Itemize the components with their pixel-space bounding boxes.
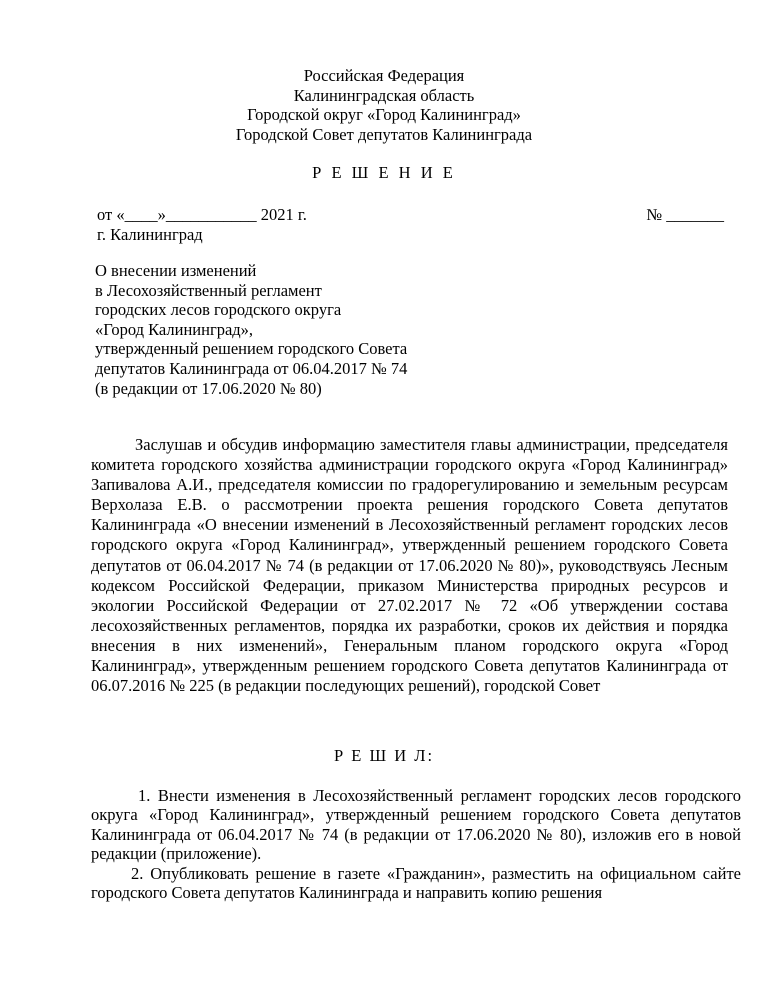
subject-line: городских лесов городского округа (95, 300, 342, 320)
header-country: Российская Федерация (303, 66, 465, 85)
header-region: Калининградская область (293, 85, 475, 105)
decision-date: от «____»___________ 2021 г. (97, 205, 307, 224)
subject-line: (в редакции от 17.06.2020 № 80) (95, 378, 322, 398)
subject-line: «Город Калининград», (95, 319, 254, 339)
document-title: Р Е Ш Е Н И Е (312, 163, 456, 182)
preamble-block (91, 435, 728, 696)
resolved-heading: Р Е Ш И Л: (333, 746, 435, 765)
decision-city: г. Калининград (97, 225, 203, 244)
decision-number: № _______ (646, 205, 724, 224)
subject-line: утвержденный решением городского Совета (95, 339, 408, 359)
preamble-paragraph: Заслушав и обсудив информацию заместителя главы администрации, председателя комитета городского хозяйства администрации городского округа «Город Калининград» Запивалова А.И., председателя комиссии по градорегулированию и земельным ресурсам Верхолаза Е.В. о рассмотрении проекта решения городского Совета депутатов Калининграда «О внесении изменений в Лесохозяйственный регламент городских лесов городского округа «Город Калининград», утвержденный решением городского Совета депутатов от 06.04.2017 № 74 (в редакции от 17.06.2020 № 80)», руководствуясь Лесным кодексом Российской Федерации, приказом Министерства природных ресурсов и экологии Российской Федерации от 27.02.2017 № 72 «Об утверждении состава лесохозяйственных регламентов, порядка их разработки, сроков их действия и порядка внесения в них изменений», Генеральным планом городского округа «Город Калининград», утвержденным решением городского Совета депутатов Калининграда от 06.07.2016 № 225 (в редакции последующих решений), городской Совет (91, 435, 728, 696)
subject-line: О внесении изменений (95, 261, 257, 280)
header-district: Городской округ «Город Калининград» (247, 105, 521, 124)
subject-line: депутатов Калининграда от 06.04.2017 № 74 (95, 358, 408, 378)
decision-item-1: 1. Внести изменения в Лесохозяйственный регламент городских лесов городского округа «Город Калининград», утвержденный решением городского Совета депутатов Калининграда от 06.04.2017 № 74 (в редакции от 17.06.2020 № 80), изложив его в новой редакции (приложение). (91, 786, 741, 864)
document-header (0, 66, 768, 144)
decision-subject (95, 261, 407, 398)
decision-item-2: 2. Опубликовать решение в газете «Гражданин», разместить на официальном сайте городского Совета депутатов Калининграда и направить копию решения (91, 863, 741, 903)
header-council: Городской Совет депутатов Калининграда (235, 124, 533, 144)
subject-line: в Лесохозяйственный регламент (95, 280, 322, 300)
decision-items (91, 786, 741, 902)
